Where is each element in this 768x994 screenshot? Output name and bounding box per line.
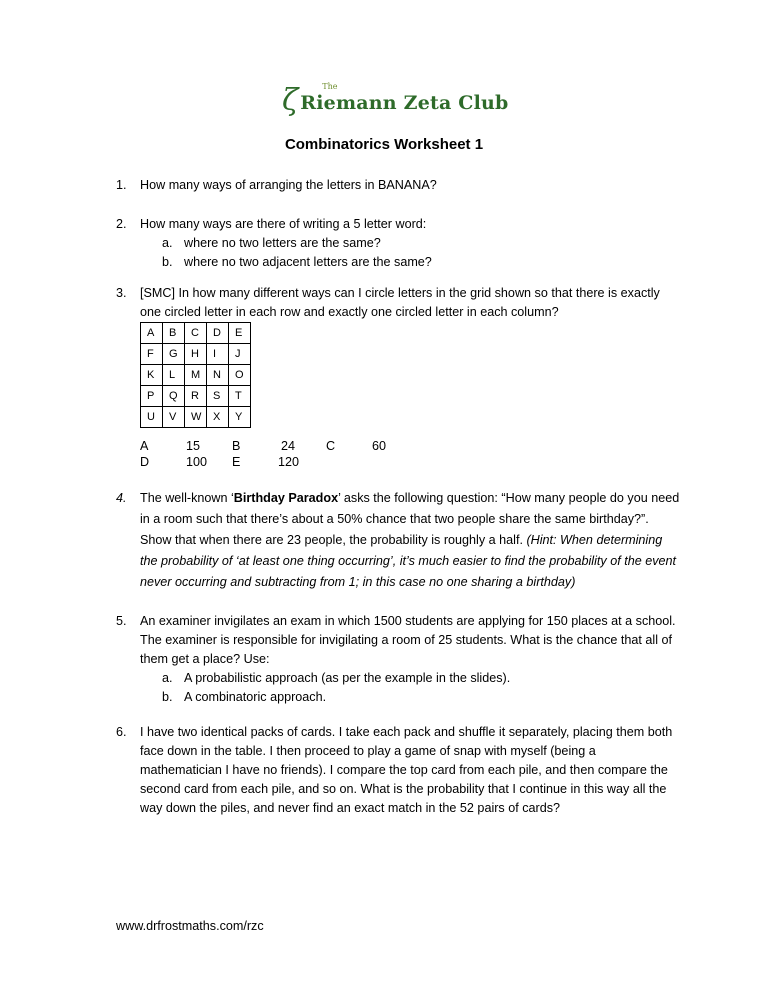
birthday-paradox-term: Birthday Paradox [233,491,339,505]
grid-cell: I [207,344,229,365]
grid-row [141,365,251,386]
grid-cell: N [207,365,229,386]
grid-cell: S [207,386,229,407]
grid-cell: F [141,344,163,365]
grid-cell: T [229,386,251,407]
grid-cell: A [141,323,163,344]
grid-cell: M [185,365,207,386]
grid-cell: P [141,386,163,407]
riemann-zeta-club-logo [282,82,509,118]
question-5-text: An examiner invigilates an exam in which 1500 students are applying for 150 places at a school. The examiner is responsible for invigilating a room of 25 students. What is the chance that all of them get a place? Use: [140,614,676,666]
question-1-text: How many ways of arranging the letters in BANANA? [140,178,437,192]
grid-row [141,407,251,428]
grid-cell: E [229,323,251,344]
grid-cell: R [185,386,207,407]
option-e-value: 120 [278,455,300,469]
letter-grid [140,322,251,428]
grid-cell: Y [229,407,251,428]
zeta-symbol: ζ [282,83,299,118]
option-a-value: 15 [186,439,201,453]
grid-cell: K [141,365,163,386]
grid-cell: Q [163,386,185,407]
option-d-label: D [140,455,150,469]
question-4-hint: (Hint: When determining the probability of ‘at least one thing occurring’, it’s much easier to find the probability of the event never occurring and subtracting from 1; in this case no one sharing a birthday) [140,533,677,589]
page-title: Combinatorics Worksheet 1 [284,136,484,153]
grid-cell: V [163,407,185,428]
option-e-label: E [232,455,241,469]
footer-url: www.drfrostmaths.com/rzc [116,919,264,933]
worksheet-page: ζ The Riemann Zeta Club Combinatorics Worksheet 1 1. How many ways of arranging the letters in BANANA? 2. How many ways are there of writing a 5 letter word: a. where no two letters are the same? b. where no two adjacent letters are the same? 3. [SMC] In how many different ways can I circle letters in the grid shown so that there is exactly one circled letter in each row and exactly one circled letter in each column? A B C D E F G H I J K L M N O P Q R S T U V W X Y A 15 B 24 C 60 D 100 E 120 4. The well-known ‘Birthday Paradox’ asks the following question: “How many people do you need in a room such that there’s about a 50% chance that two people share the same birthday?”. Show that when there are 23 people, the probability is roughly a half. (Hint: When determining the probability of ‘at least one thing occurring’, it’s much easier to find the probability of the event never occurring and subtracting from 1; in this case no one sharing a birthday) 5. An examiner invigilates an exam in which 1500 students are applying for 150 places at a school. The examiner is responsible for invigilating a room of 25 students. What is the chance that all of them get a place? Use: a. A probabilistic approach (as per the example in the slides). b. A combinatoric approach. 6. I have two identical packs of cards. I take each pack and shuffle it separately, placing them both face down in the table. I then proceed to play a game of snap with myself (being a mathematician I have no friends). I compare the top card from each pile, and then compare the second card from each pile, and so on. What is the probability that I continue in this way all the way down the piles, and never find an exact match in the 52 pairs of cards? www.drfrostmaths.com/rzc [0,0,768,994]
question-6-text: I have two identical packs of cards. I take each pack and shuffle it separately, placing them both face down in the table. I then proceed to play a game of snap with myself (being a mathematician I have no friends). I compare the top card from each pile, and then compare the second card from each pile, and so on. What is the probability that I continue in this way all the way down the piles, and never find an exact match in the 52 pairs of cards? [140,725,673,815]
grid-cell: O [229,365,251,386]
option-b-value: 24 [281,439,296,453]
grid-cell: W [185,407,207,428]
grid-cell: C [185,323,207,344]
question-3-text: [SMC] In how many different ways can I circle letters in the grid shown so that there is exactly one circled letter in each row and exactly one circled letter in each column? [140,286,660,319]
grid-cell: X [207,407,229,428]
grid-cell: L [163,365,185,386]
option-c-value: 60 [372,439,387,453]
logo-name: Riemann Zeta Club [300,92,509,114]
question-4-text: The well-known ‘Birthday Paradox’ asks the following question: “How many people do you need in a room such that there’s about a 50% chance that two people share the same birthday?”. Show that when there are 23 people, the probability is roughly a half. (Hint: When determining the probability of ‘at least one thing occurring’, it’s much easier to find the probability of the event never occurring and subtracting from 1; in this case no one sharing a birthday) [140,491,680,589]
option-b-label: B [232,439,241,453]
option-c-label: C [326,439,336,453]
grid-row [141,386,251,407]
logo-the: The [322,82,338,91]
grid-cell: H [185,344,207,365]
grid-cell: B [163,323,185,344]
option-d-value: 100 [186,455,208,469]
grid-cell: G [163,344,185,365]
grid-cell: U [141,407,163,428]
grid-row [141,344,251,365]
question-2-text: How many ways are there of writing a 5 letter word: [140,217,427,231]
grid-cell: D [207,323,229,344]
grid-row [141,323,251,344]
option-a-label: A [140,439,149,453]
grid-cell: J [229,344,251,365]
